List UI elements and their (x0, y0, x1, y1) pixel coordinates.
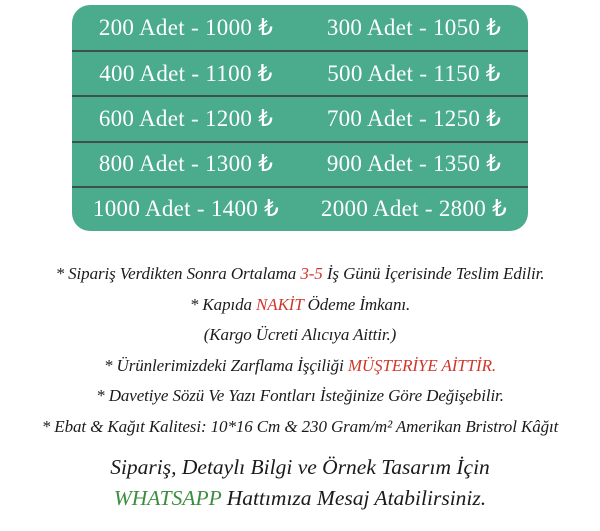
price-row (72, 50, 528, 95)
price-cell-right: 700 Adet - 1250 ₺ (326, 105, 502, 131)
notes-section (0, 259, 600, 442)
plain-text: * Ürünlerimizdeki Zarflama İşçiliği (104, 355, 348, 375)
price-row (72, 141, 528, 186)
footer-cta (0, 452, 600, 514)
plain-text: İş Günü İçerisinde Teslim Edilir. (322, 264, 545, 283)
price-cell-left: 400 Adet - 1100 ₺ (99, 60, 273, 86)
price-cell-left: 1000 Adet - 1400 ₺ (92, 196, 280, 222)
highlight-text: WHATSAPP (113, 486, 222, 510)
price-row (72, 95, 528, 140)
price-row (72, 5, 528, 50)
price-cell-left: 800 Adet - 1300 ₺ (98, 151, 274, 177)
price-cell-left: 600 Adet - 1200 ₺ (98, 105, 274, 131)
note-shipping-fee (0, 320, 600, 351)
pricing-table (72, 5, 528, 231)
plain-text: (Kargo Ücreti Alıcıya Aittir.) (203, 325, 397, 344)
plain-text: Hattımıza Mesaj Atabilirsiniz. (221, 486, 487, 510)
note-cash-payment (0, 290, 600, 321)
price-cell-right: 500 Adet - 1150 ₺ (327, 60, 501, 86)
plain-text: * Kapıda (189, 294, 257, 314)
plain-text: * Sipariş Verdikten Sonra Ortalama (55, 264, 301, 283)
plain-text: * Ebat & Kağıt Kalitesi: 10*16 Cm & 230 Gram/m² Amerikan Bristrol Kâğıt (41, 416, 559, 436)
price-cell-left: 200 Adet - 1000 ₺ (98, 14, 274, 40)
note-size-quality (0, 412, 600, 443)
note-delivery-time (0, 259, 600, 290)
price-cell-right: 300 Adet - 1050 ₺ (326, 14, 502, 40)
footer-cta-line2 (0, 483, 600, 514)
plain-text: Sipariş, Detaylı Bilgi ve Örnek Tasarım İçin (110, 455, 490, 479)
price-cell-right: 900 Adet - 1350 ₺ (326, 151, 502, 177)
note-fonts-changeable (0, 381, 600, 412)
highlight-text: MÜŞTERİYE AİTTİR. (347, 355, 496, 375)
highlight-text: NAKİT (256, 294, 304, 314)
footer-cta-line1 (0, 452, 600, 483)
plain-text: Ödeme İmkanı. (303, 294, 411, 314)
plain-text: * Davetiye Sözü Ve Yazı Fontları İsteğinize Göre Değişebilir. (96, 386, 504, 405)
highlight-text: 3-5 (300, 264, 323, 283)
note-envelope-labor (0, 351, 600, 382)
price-cell-right: 2000 Adet - 2800 ₺ (320, 196, 508, 222)
price-row (72, 186, 528, 231)
